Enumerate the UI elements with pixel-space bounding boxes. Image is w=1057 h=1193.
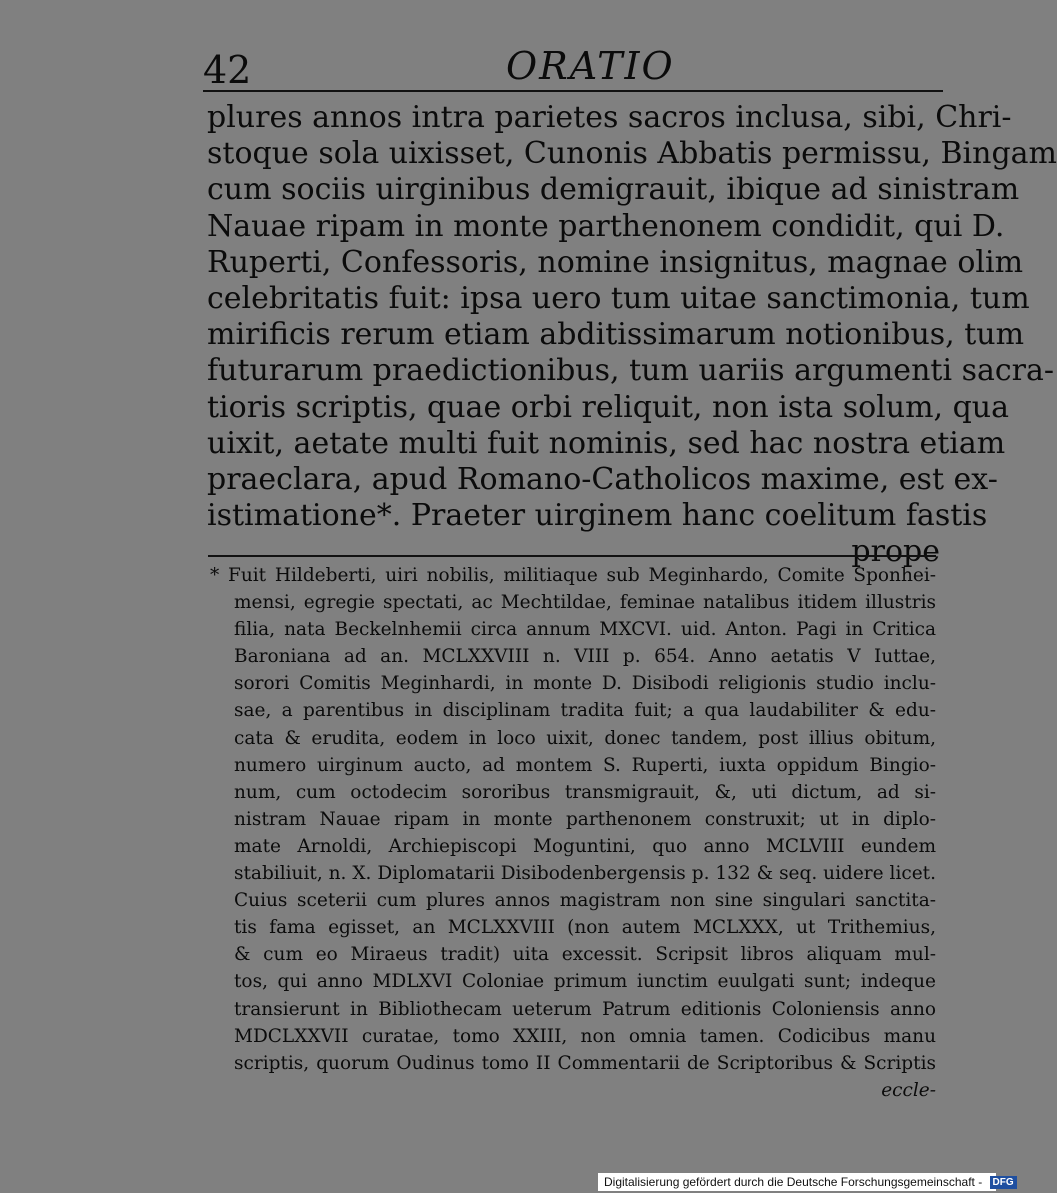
footnote-line: mate Arnoldi, Archiepiscopi Moguntini, quo anno MCLVIII eundem (234, 835, 936, 857)
main-text-line: praeclara, apud Romano-Catholicos maxime, est ex- (207, 461, 998, 497)
main-text-line: uixit, aetate multi fuit nominis, sed hac nostra etiam (207, 425, 1006, 461)
footnote-line: filia, nata Beckelnhemii circa annum MXCVI. uid. Anton. Pagi in Critica (234, 619, 936, 641)
main-text-line: Ruperti, Confessoris, nomine insignitus, magnae olim (207, 244, 1024, 280)
footnote-catchword: eccle- (881, 1079, 936, 1101)
footnote-line: tos, qui anno MDLXVI Coloniae primum iunctim euulgati sunt; indeque (234, 971, 936, 993)
running-head: ORATIO (506, 44, 675, 88)
footnote-block (208, 562, 936, 1104)
digitization-credit (598, 1173, 1014, 1191)
page-number: 42 (203, 48, 252, 92)
main-text-line: istimatione*. Praeter uirginem hanc coelitum fastis (207, 498, 988, 534)
catchword: prope (851, 534, 940, 570)
footnote-line: scriptis, quorum Oudinus tomo II Commentarii de Scriptoribus & Scriptis (234, 1052, 936, 1074)
footnote-line: nistram Nauae ripam in monte parthenonem construxit; ut in diplo- (234, 808, 936, 830)
main-text-line: celebritatis fuit: ipsa uero tum uitae sanctimonia, tum (207, 280, 1030, 316)
header-rule (203, 90, 943, 92)
main-text-line: stoque sola uixisset, Cunonis Abbatis permissu, Bingam (207, 136, 1057, 172)
footnote-line: numero uirginum aucto, ad montem S. Ruperti, iuxta oppidum Bingio- (234, 754, 936, 776)
main-text-line: futurarum praedictionibus, tum uariis argumenti sacra- (207, 353, 1055, 389)
credit-text: Digitalisierung gefördert durch die Deutsche Forschungsgemeinschaft - (604, 1175, 983, 1189)
footnote-line: num, cum octodecim sororibus transmigrauit, &, uti dictum, ad si- (234, 781, 936, 803)
main-text-line: tioris scriptis, quae orbi reliquit, non ista solum, qua (207, 389, 1010, 425)
dfg-logo: DFG (990, 1176, 1017, 1189)
main-text-line: Nauae ripam in monte parthenonem condidit, qui D. (207, 208, 1005, 244)
footnote-line: MDCLXXVII curatae, tomo XXIII, non omnia tamen. Codicibus manu (234, 1025, 936, 1047)
main-text-line: cum sociis uirginibus demigrauit, ibique ad sinistram (207, 172, 1020, 208)
footnote-line: stabiliuit, n. X. Diplomatarii Disibodenbergensis p. 132 & seq. uidere licet. (234, 863, 936, 885)
footnote-line: transierunt in Bibliothecam ueterum Patrum editionis Coloniensis anno (234, 998, 936, 1020)
footnote-line: cata & erudita, eodem in loco uixit, donec tandem, post illius obitum, (234, 727, 936, 749)
footnote-line: & cum eo Miraeus tradit) uita excessit. Scripsit libros aliquam mul- (234, 944, 936, 966)
footnote-line: Baroniana ad an. MCLXXVIII n. VIII p. 654. Anno aetatis V Iuttae, (234, 646, 936, 668)
footnote-line: * Fuit Hildeberti, uiri nobilis, militiaque sub Meginhardo, Comite Sponhei- (210, 565, 936, 586)
footnote-line: tis fama egisset, an MCLXXVIII (non autem MCLXXX, ut Trithemius, (234, 917, 936, 939)
footnote-line: sorori Comitis Meginhardi, in monte D. Disibodi religionis studio inclu- (234, 673, 936, 695)
main-text-block (207, 100, 1057, 570)
main-text-line: mirificis rerum etiam abditissimarum notionibus, tum (207, 317, 1025, 353)
footnote-line: Cuius sceterii cum plures annos magistram non sine singulari sanctita- (234, 890, 936, 912)
footnote-rule (208, 555, 936, 557)
footnote-line: sae, a parentibus in disciplinam tradita fuit; a qua laudabiliter & edu- (234, 700, 936, 722)
main-text-line: plures annos intra parietes sacros inclusa, sibi, Chri- (207, 100, 1012, 135)
footnote-line: mensi, egregie spectati, ac Mechtildae, feminae natalibus itidem illustris (234, 592, 936, 614)
page-header (203, 42, 943, 92)
